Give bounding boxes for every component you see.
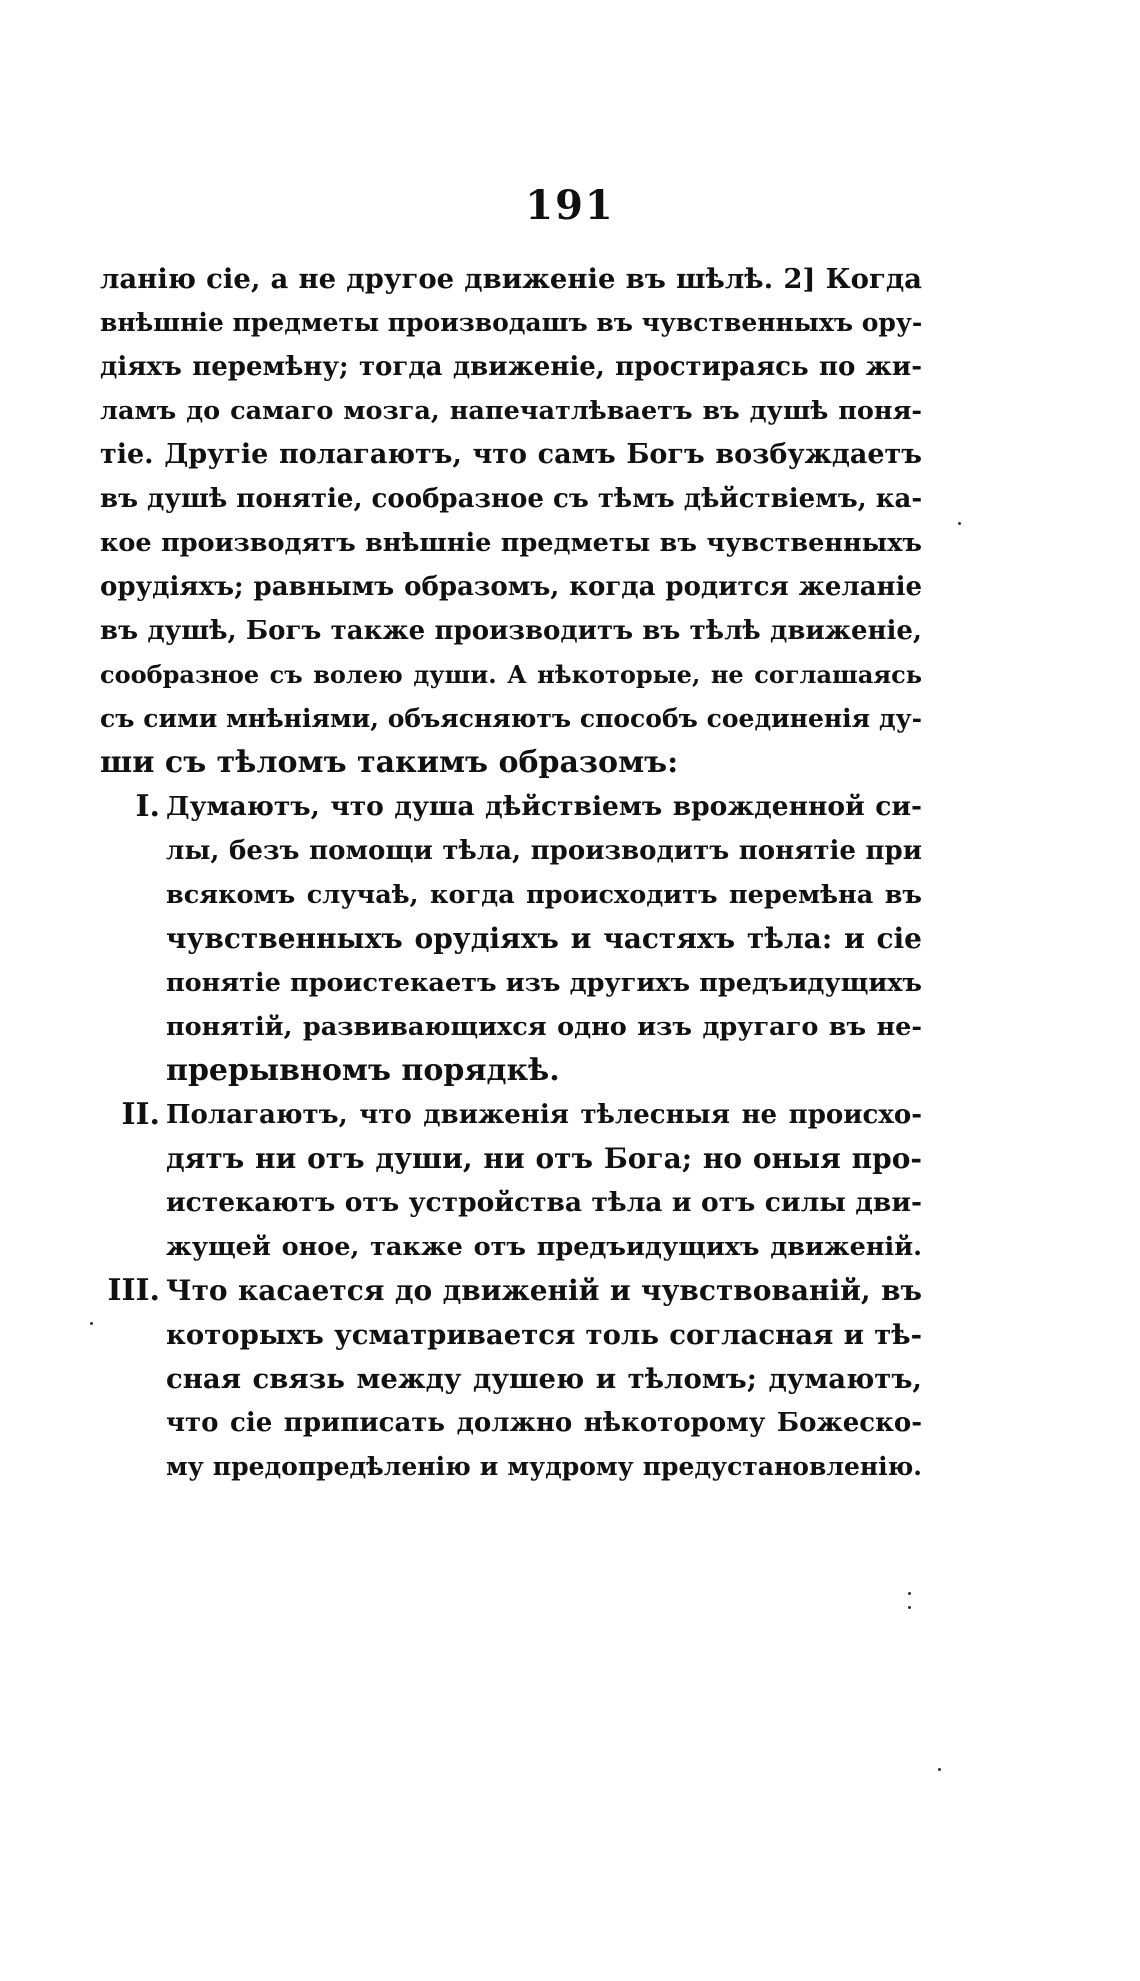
scan-speck [958, 522, 961, 525]
scan-speck [90, 1322, 93, 1325]
item-line: дятъ ни отъ души, ни отъ Бога; но оныя про- [166, 1142, 922, 1175]
item-line: всякомъ случаѣ, когда происходитъ перемѣна въ [166, 880, 922, 910]
item-line: Полагаютъ, что движенія тѣлесныя не происхо- [166, 1100, 922, 1130]
paragraph-line: въ душѣ, Богъ также производитъ въ тѣлѣ движеніе, [100, 616, 922, 646]
item-line: истекаютъ отъ устройства тѣла и отъ силы дви- [166, 1187, 922, 1218]
paragraph-line: съ сими мнѣніями, объясняютъ способъ соединенія ду- [100, 704, 922, 733]
paragraph-line: ламъ до самаго мозга, напечатлѣваетъ въ душѣ поня- [100, 396, 922, 426]
paragraph-line: въ душѣ понятіе, сообразное съ тѣмъ дѣйствіемъ, ка- [100, 484, 923, 514]
paragraph-line: внѣшніе предметы производашъ въ чувственныхъ ору- [100, 308, 923, 337]
paragraph-line: орудіяхъ; равнымъ образомъ, когда родится желаніе [100, 572, 922, 602]
paragraph-line: діяхъ перемѣну; тогда движеніе, простираясь по жи- [100, 352, 922, 382]
scan-speck [938, 1768, 941, 1771]
item-line: которыхъ усматривается толь согласная и тѣ- [166, 1319, 922, 1351]
item-line: понятіе проистекаетъ изъ другихъ предъидущихъ [166, 968, 922, 998]
item-numeral: I. [135, 789, 160, 824]
item-line: Думаютъ, что душа дѣйствіемъ врожденной си- [166, 791, 922, 822]
item-line: что сіе приписать должно нѣкоторому Божеско- [166, 1408, 922, 1438]
scan-speck [908, 1606, 911, 1609]
page-number: 191 [525, 182, 615, 229]
paragraph-line: кое производятъ внѣшніе предметы въ чувственныхъ [100, 528, 922, 558]
item-line: сная связь между душею и тѣломъ; думаютъ, [166, 1363, 922, 1395]
item-line: му предопредѣленію и мудрому предустановленію. [166, 1452, 922, 1481]
item-line: чувственныхъ орудіяхъ и частяхъ тѣла: и сіе [166, 922, 922, 955]
paragraph-line: ланію сіе, а не другое движеніе въ шѣлѣ. 2] Когда [100, 263, 922, 295]
item-line: лы, безъ помощи тѣла, производитъ понятіе при [166, 836, 922, 866]
paragraph-line: тіе. Другіе полагаютъ, что самъ Богъ возбуждаетъ [100, 439, 922, 470]
paragraph-line: ши съ тѣломъ такимъ образомъ: [100, 745, 679, 780]
paragraph-line: сообразное съ волею души. А нѣкоторые, не соглашаясь [100, 660, 922, 689]
item-numeral: II. [121, 1097, 160, 1132]
item-numeral: III. [107, 1273, 160, 1308]
item-line: прерывномъ порядкѣ. [166, 1053, 560, 1088]
item-line: понятій, развивающихся одно изъ другаго въ не- [166, 1012, 922, 1042]
item-line: Что касается до движеній и чувствованій, въ [166, 1274, 922, 1307]
scan-speck [908, 1592, 911, 1595]
item-line: жущей оное, также отъ предъидущихъ движеній. [166, 1232, 922, 1262]
